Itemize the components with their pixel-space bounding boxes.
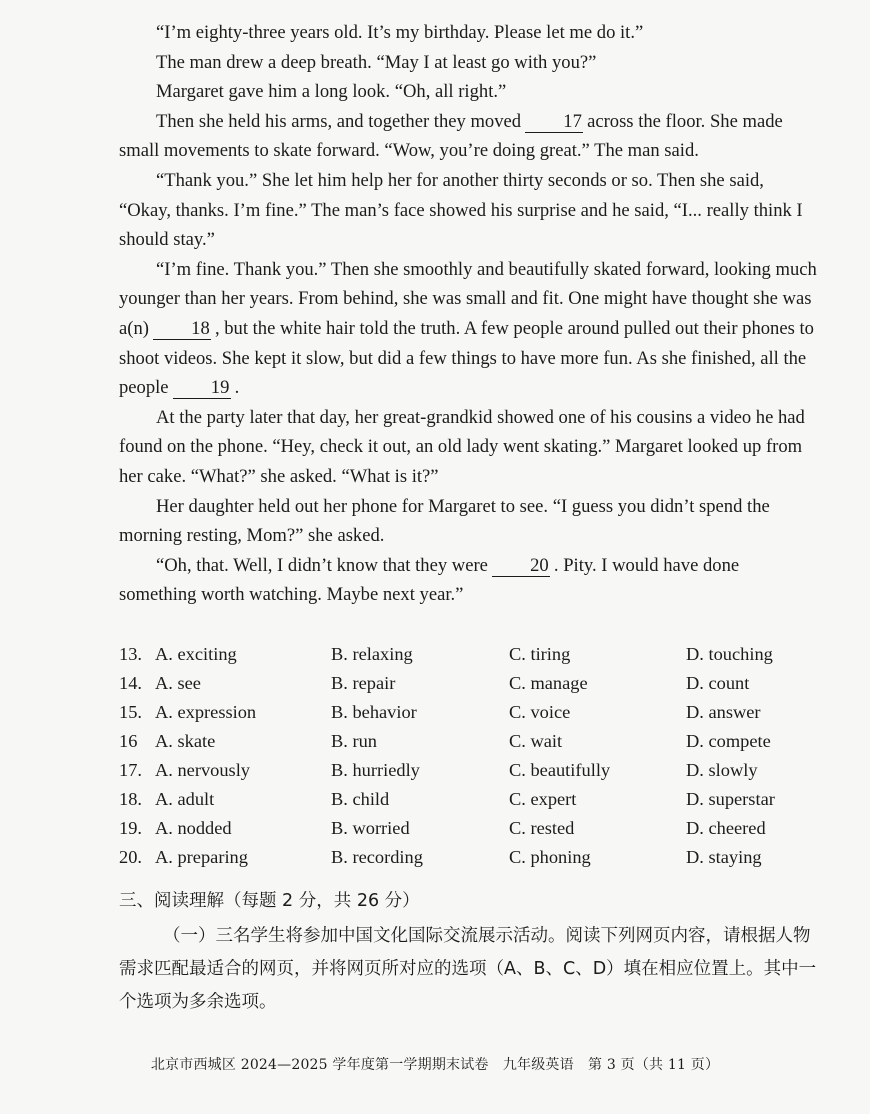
- paragraph: Her daughter held out her phone for Margaret to see. “I guess you didn’t spend the morning resting, Mom?” she asked.: [119, 495, 770, 547]
- question-number: 19.: [119, 818, 142, 838]
- option-c: C. expert: [509, 789, 577, 809]
- option-a: A. exciting: [155, 644, 237, 664]
- option-c: C. manage: [509, 673, 588, 693]
- option-c: C. beautifully: [509, 760, 611, 780]
- option-b: B. child: [331, 789, 390, 809]
- question-number: 14.: [119, 673, 142, 693]
- blank-19: 19: [173, 378, 231, 399]
- paragraph: “Thank you.” She let him help her for another thirty seconds or so. Then she said, “Okay, thanks. I’m fine.” The man’s face showed his surprise and he said, “I... really think I should stay.”: [119, 169, 803, 251]
- text-run: .: [234, 377, 240, 399]
- option-d: D. superstar: [686, 789, 775, 809]
- question-number: 16: [119, 731, 138, 751]
- option-b: B. run: [331, 731, 377, 751]
- option-b: B. repair: [331, 673, 396, 693]
- option-c: C. voice: [509, 702, 571, 722]
- text-run: Then she held his arms, and together they moved: [156, 110, 522, 132]
- paragraph: [119, 255, 817, 403]
- option-d: D. cheered: [686, 818, 766, 838]
- option-a: A. nodded: [155, 818, 232, 838]
- option-b: B. worried: [331, 818, 410, 838]
- option-a: A. nervously: [155, 760, 251, 780]
- question-row-18: [119, 785, 819, 814]
- text-run: across the floor. She made small movements to skate forward. “Wow, you’re doing great.” The man said.: [119, 110, 783, 162]
- question-row-15: [119, 698, 819, 727]
- option-a: A. skate: [155, 731, 216, 751]
- option-d: D. count: [686, 673, 750, 693]
- option-b: B. relaxing: [331, 644, 413, 664]
- option-c: C. wait: [509, 731, 563, 751]
- blank-17: 17: [525, 112, 583, 133]
- paragraph: At the party later that day, her great-grandkid showed one of his cousins a video he had found on the phone. “Hey, check it out, an old lady went skating.” Margaret looked up from her cake. “What?” she asked. “What is it?”: [119, 406, 805, 487]
- answer-options-table: [119, 640, 819, 872]
- question-row-20: [119, 843, 819, 872]
- option-d: D. answer: [686, 702, 761, 722]
- paragraph: [119, 107, 817, 166]
- section-instruction: （一）三名学生将参加中国文化国际交流展示活动。阅读下列网页内容，请根据人物需求匹配最适合的网页，并将网页所对应的选项（A、B、C、D）填在相应位置上。其中一个选项为多余选项。: [119, 926, 817, 1012]
- text-run: “I’m fine. Thank you.” Then she smoothly and beautifully skated forward, looking much younger than her years. From behind, she was small and fit. One might have thought she was a(n): [119, 258, 817, 339]
- question-row-16: [119, 727, 819, 756]
- option-a: A. preparing: [155, 847, 248, 867]
- question-row-13: [119, 640, 819, 669]
- option-c: C. tiring: [509, 644, 571, 664]
- text-run: . Pity. I would have done something worth watching. Maybe next year.”: [119, 554, 740, 606]
- option-a: A. see: [155, 673, 201, 693]
- option-b: B. behavior: [331, 702, 417, 722]
- question-number: 18.: [119, 789, 142, 809]
- question-number: 20.: [119, 847, 142, 867]
- section-title: 三、阅读理解（每题 2 分，共 26 分）: [119, 891, 420, 911]
- question-number: 15.: [119, 702, 142, 722]
- question-number: 17.: [119, 760, 142, 780]
- question-row-19: [119, 814, 819, 843]
- question-row-14: [119, 669, 819, 698]
- option-a: A. adult: [155, 789, 215, 809]
- option-d: D. slowly: [686, 760, 758, 780]
- question-row-17: [119, 756, 819, 785]
- option-b: B. recording: [331, 847, 423, 867]
- paragraph: Margaret gave him a long look. “Oh, all right.”: [156, 81, 507, 103]
- text-run: , but the white hair told the truth. A few people around pulled out their phones to shoot videos. She kept it slow, but did a few things to have more fun. As she finished, all the people: [119, 317, 814, 399]
- option-a: A. expression: [155, 702, 257, 722]
- page-footer: 北京市西城区 2024—2025 学年度第一学期期末试卷 九年级英语 第 3 页（共 11 页）: [150, 1057, 720, 1073]
- paragraph: [119, 551, 817, 610]
- option-d: D. touching: [686, 644, 773, 664]
- option-b: B. hurriedly: [331, 760, 420, 780]
- text-run: “Oh, that. Well, I didn’t know that they were: [156, 554, 488, 576]
- option-d: D. compete: [686, 731, 771, 751]
- question-number: 13.: [119, 644, 142, 664]
- blank-20: 20: [492, 556, 550, 577]
- option-d: D. staying: [686, 847, 762, 867]
- paragraph: “I’m eighty-three years old. It’s my birthday. Please let me do it.”: [156, 22, 644, 43]
- option-c: C. rested: [509, 818, 575, 838]
- blank-18: 18: [153, 319, 211, 340]
- paragraph: The man drew a deep breath. “May I at least go with you?”: [156, 51, 597, 73]
- story-passage: [119, 18, 817, 610]
- option-c: C. phoning: [509, 847, 591, 867]
- reading-section: [119, 886, 819, 1019]
